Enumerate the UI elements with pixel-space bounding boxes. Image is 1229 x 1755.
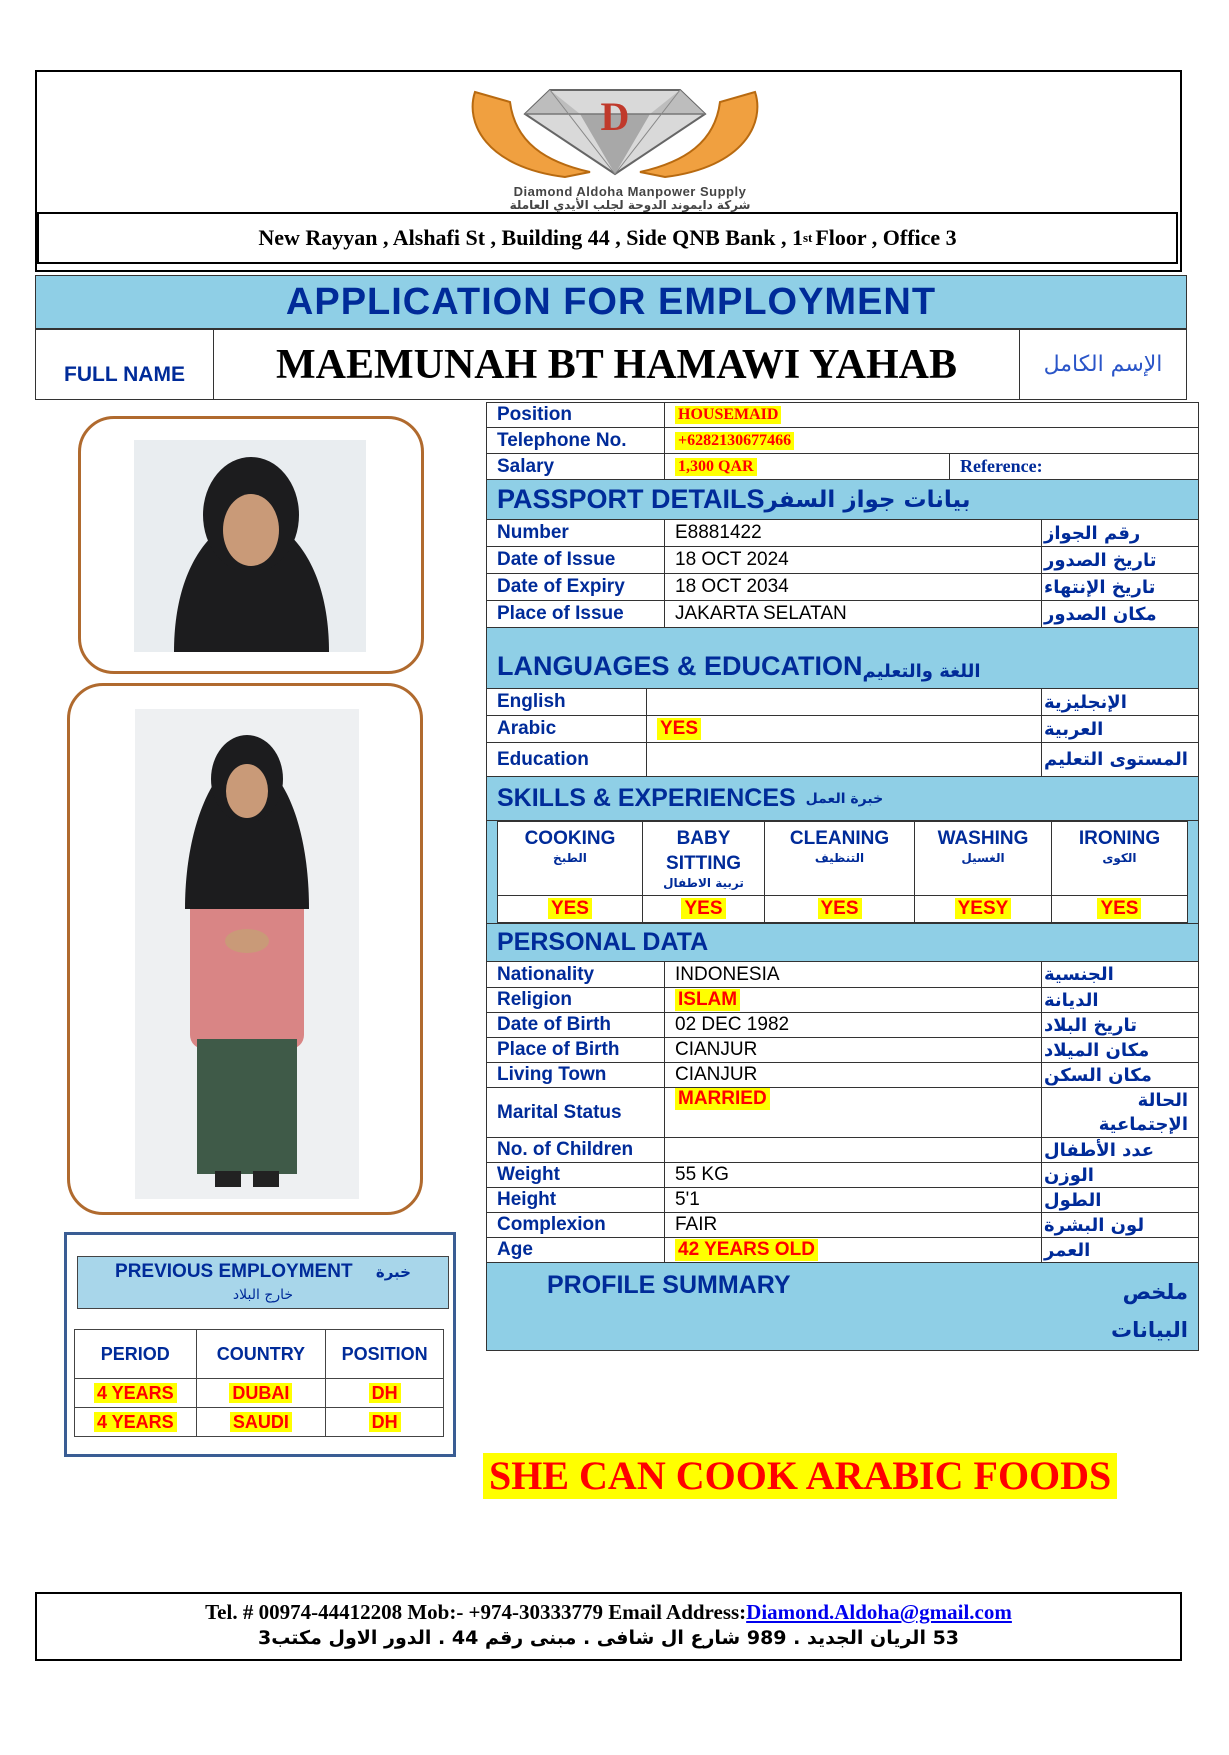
personal-row: [486, 1163, 1199, 1188]
table-cell: [326, 1408, 444, 1437]
personal-row: [486, 1213, 1199, 1238]
period-value: 4 YEARS: [94, 1383, 177, 1403]
personal-row: [486, 1063, 1199, 1088]
passport-rows: [486, 520, 1199, 628]
previous-employment-heading-ar-2: خارج البلاد: [232, 1287, 294, 1303]
company-address: [37, 212, 1178, 264]
passport-heading-en: PASSPORT DETAILS: [497, 484, 765, 514]
personal-label: No. of Children: [487, 1138, 665, 1162]
personal-value-cell: [665, 1138, 1042, 1162]
passport-row: [486, 574, 1199, 601]
salary-value: 1,300 QAR: [675, 458, 757, 476]
previous-employment-title: [77, 1256, 449, 1309]
skill-value-cell: [643, 896, 764, 922]
personal-value: 5'1: [675, 1189, 700, 1210]
tagline: SHE CAN COOK ARABIC FOODS: [483, 1453, 1117, 1499]
personal-value: MARRIED: [675, 1088, 770, 1110]
languages-label-ar: الإنجليزية: [1044, 691, 1127, 713]
personal-value-cell: [665, 988, 1042, 1012]
table-cell: [75, 1408, 197, 1437]
personal-label: Height: [487, 1188, 665, 1212]
passport-row: [486, 601, 1199, 628]
skill-value: YES: [818, 898, 862, 919]
passport-value-cell: [665, 574, 1042, 600]
skills-heading: [486, 777, 1199, 821]
skill-name: [915, 822, 1051, 896]
skill-value: YESY: [955, 898, 1012, 919]
footer-contact: [37, 1600, 1180, 1625]
language-rows: [486, 689, 1199, 777]
personal-data-rows: [486, 962, 1199, 1263]
application-details: [486, 402, 1199, 1351]
personal-value-cell: [665, 1213, 1042, 1237]
languages-heading: [486, 628, 1199, 689]
languages-label-ar: العربية: [1044, 718, 1104, 740]
personal-label-ar: العمر: [1044, 1239, 1091, 1261]
personal-label: Marital Status: [487, 1088, 665, 1137]
previous-employment-table: [74, 1329, 444, 1437]
telephone-label: Telephone No.: [487, 428, 665, 453]
country-value: SAUDI: [230, 1412, 292, 1432]
skill-name-line-1: BABY: [676, 828, 731, 849]
position-value: HOUSEMAID: [675, 406, 781, 424]
address-part-2: Floor , Office 3: [815, 225, 957, 250]
personal-value-cell: [665, 1088, 1042, 1137]
personal-label-ar: الوزن: [1044, 1164, 1094, 1186]
skill-name-line-1: WASHING: [937, 828, 1029, 849]
personal-label-ar: مكان الميلاد: [1044, 1039, 1150, 1061]
company-name-ar: شركة دايموند الدوحة لجلب الأيدي العاملة: [509, 198, 751, 212]
personal-value-cell: [665, 1013, 1042, 1037]
passport-value: 18 OCT 2024: [675, 549, 789, 570]
personal-row: [486, 962, 1199, 988]
languages-row: [486, 689, 1199, 716]
passport-label-ar: مكان الصدور: [1044, 603, 1157, 625]
languages-value-cell: [647, 689, 1042, 715]
languages-heading-ar: اللغة والتعليم: [862, 661, 981, 682]
table-cell: [196, 1408, 326, 1437]
languages-label: Education: [487, 743, 647, 776]
position-label: Position: [487, 403, 665, 427]
passport-label: Date of Expiry: [487, 574, 665, 600]
full-name-row: [35, 329, 1187, 400]
personal-label: Weight: [487, 1163, 665, 1187]
skill-washing: [914, 821, 1051, 923]
salary-row: [486, 454, 1199, 480]
personal-value: CIANJUR: [675, 1039, 758, 1060]
personal-row: [486, 988, 1199, 1013]
skill-value: YES: [1097, 898, 1141, 919]
personal-label: Nationality: [487, 962, 665, 987]
passport-label: Place of Issue: [487, 601, 665, 627]
personal-label-ar: الجنسية: [1044, 964, 1114, 985]
languages-row: [486, 716, 1199, 743]
passport-label: Number: [487, 520, 665, 546]
full-name-label: FULL NAME: [36, 330, 214, 399]
personal-label-ar: مكان السكن: [1044, 1064, 1152, 1086]
skill-name: [765, 822, 914, 896]
position-value: DH: [369, 1412, 401, 1432]
personal-label: Living Town: [487, 1063, 665, 1087]
portrait-photo-frame: [78, 416, 424, 674]
personal-label: Date of Birth: [487, 1013, 665, 1037]
personal-value: CIANJUR: [675, 1064, 758, 1085]
personal-value: 42 YEARS OLD: [675, 1239, 818, 1261]
skill-name: [643, 822, 764, 896]
table-cell: [326, 1379, 444, 1408]
passport-value: 18 OCT 2034: [675, 576, 789, 597]
languages-label: English: [487, 689, 647, 715]
table-row: [75, 1379, 444, 1408]
personal-value-cell: [665, 1238, 1042, 1262]
footer: [35, 1592, 1182, 1661]
profile-summary-heading-ar: [1111, 1273, 1188, 1349]
personal-value-cell: [665, 1188, 1042, 1212]
personal-label: Age: [487, 1238, 665, 1262]
table-row: [75, 1408, 444, 1437]
skill-name: [1052, 822, 1187, 896]
personal-row: [486, 1038, 1199, 1063]
passport-value: E8881422: [675, 522, 762, 543]
skill-ironing: [1051, 821, 1188, 923]
personal-value-cell: [665, 1038, 1042, 1062]
previous-employment-header-row: [75, 1330, 444, 1379]
page-title: APPLICATION FOR EMPLOYMENT: [35, 275, 1187, 329]
passport-details-heading: [486, 480, 1199, 520]
passport-value-cell: [665, 601, 1042, 627]
personal-row: [486, 1188, 1199, 1213]
skill-value-cell: [915, 896, 1051, 922]
personal-label-ar: تاريخ البلاد: [1044, 1014, 1138, 1036]
personal-value: 55 KG: [675, 1164, 729, 1185]
personal-value: ISLAM: [675, 989, 740, 1011]
passport-label: Date of Issue: [487, 547, 665, 573]
table-cell: [196, 1379, 326, 1408]
personal-row: [486, 1138, 1199, 1163]
personal-label: Religion: [487, 988, 665, 1012]
skills-heading-en: SKILLS & EXPERIENCES: [497, 784, 796, 812]
company-logo: [455, 72, 775, 186]
passport-label-ar: تاريخ الإنتهاء: [1044, 576, 1156, 598]
telephone-row: [486, 428, 1199, 454]
skill-name: [498, 822, 642, 896]
country-value: DUBAI: [229, 1383, 292, 1403]
telephone-cell: [665, 428, 1198, 453]
skill-name-line-1: COOKING: [524, 828, 616, 849]
passport-heading-ar: بيانات جواز السفر: [764, 486, 971, 513]
skill-value-cell: [765, 896, 914, 922]
column-header-period: PERIOD: [75, 1330, 197, 1379]
skill-name-line-1: IRONING: [1078, 828, 1161, 849]
personal-row: [486, 1013, 1199, 1038]
full-name-value: MAEMUNAH BT HAMAWI YAHAB: [276, 341, 957, 388]
skill-name-ar: الطبخ: [553, 851, 587, 865]
skill-name-ar: التنظيف: [814, 851, 865, 865]
skills-heading-ar: خبرة العمل: [805, 790, 884, 807]
profile-summary-heading-en: PROFILE SUMMARY: [547, 1271, 791, 1299]
skill-value: YES: [548, 898, 592, 919]
languages-heading-en: LANGUAGES & EDUCATION: [497, 651, 863, 681]
address-sup: st: [802, 230, 813, 245]
languages-label-ar: المستوى التعليم: [1044, 749, 1188, 770]
skill-name-ar: الغسيل: [961, 851, 1005, 865]
personal-value-cell: [665, 962, 1042, 987]
passport-label-ar: تاريخ الصدور: [1044, 549, 1157, 571]
full-body-photo-frame: [67, 683, 423, 1215]
personal-value-cell: [665, 1163, 1042, 1187]
personal-label-ar: الديانة: [1044, 989, 1099, 1011]
personal-label: Place of Birth: [487, 1038, 665, 1062]
passport-value-cell: [665, 520, 1042, 546]
languages-value-cell: [647, 743, 1042, 776]
passport-row: [486, 520, 1199, 547]
skill-value: YES: [681, 898, 725, 919]
personal-value: 02 DEC 1982: [675, 1014, 790, 1035]
personal-value-cell: [665, 1063, 1042, 1087]
footer-contact-text: Tel. # 00974-44412208 Mob:- +974-30333779 Email Address:: [205, 1600, 747, 1624]
skill-name-ar: الكوى: [1102, 851, 1137, 865]
skill-name-line-1: CLEANING: [789, 828, 890, 849]
previous-employment-box: [64, 1232, 456, 1457]
previous-employment-heading-ar-1: خبرة: [375, 1263, 411, 1281]
skill-baby: [642, 821, 764, 923]
languages-label: Arabic: [487, 716, 647, 742]
skill-cleaning: [764, 821, 914, 923]
personal-label-ar: لون البشرة: [1044, 1214, 1145, 1236]
skill-name-line-2: SITTING: [666, 853, 741, 874]
languages-value-cell: [647, 716, 1042, 742]
personal-value: FAIR: [675, 1214, 718, 1235]
position-cell: [665, 403, 1198, 427]
full-name-label-ar: الإسم الكامل: [1019, 330, 1186, 399]
personal-label: Complexion: [487, 1213, 665, 1237]
skill-value-cell: [498, 896, 642, 922]
full-body-photo: [135, 709, 359, 1199]
skill-cooking: [497, 821, 642, 923]
period-value: 4 YEARS: [94, 1412, 177, 1432]
footer-address-ar: 53 الريان الجديد . 989 شارع ال شافى . مبنى رقم 44 . الدور الاول مكتب3: [257, 1627, 960, 1649]
profile-summary-ar-2: البيانات: [1111, 1318, 1188, 1342]
skills-grid: [486, 821, 1199, 924]
personal-label-ar: الحالة الإجتماعية: [1098, 1089, 1188, 1135]
profile-summary-ar-1: ملخص: [1122, 1280, 1188, 1304]
passport-row: [486, 547, 1199, 574]
reference-label: Reference:: [960, 456, 1043, 476]
position-value: DH: [369, 1383, 401, 1403]
passport-value-cell: [665, 547, 1042, 573]
column-header-position: POSITION: [326, 1330, 444, 1379]
personal-data-heading: PERSONAL DATA: [486, 924, 1199, 962]
table-cell: [75, 1379, 197, 1408]
personal-label-ar: الطول: [1044, 1189, 1102, 1211]
languages-value: YES: [657, 718, 701, 740]
personal-label-ar: عدد الأطفال: [1044, 1139, 1155, 1161]
personal-row: [486, 1088, 1199, 1138]
skill-name-ar: تربية الاطفال: [663, 876, 744, 890]
salary-cell: [665, 454, 950, 479]
logo-letter: D: [600, 94, 630, 139]
profile-summary-heading: [486, 1263, 1199, 1351]
position-row: [486, 402, 1199, 428]
passport-value: JAKARTA SELATAN: [675, 603, 847, 624]
address-part-1: New Rayyan , Alshafi St , Building 44 , Side QNB Bank , 1: [258, 225, 803, 250]
languages-row: [486, 743, 1199, 777]
company-name-en: Diamond Aldoha Manpower Supply: [513, 184, 747, 199]
telephone-value: +6282130677466: [675, 432, 794, 450]
column-header-country: COUNTRY: [196, 1330, 326, 1379]
previous-employment-heading: PREVIOUS EMPLOYMENT: [115, 1261, 353, 1282]
portrait-photo: [134, 440, 366, 652]
personal-row: [486, 1238, 1199, 1263]
skill-value-cell: [1052, 896, 1187, 922]
personal-value: INDONESIA: [675, 963, 780, 985]
passport-label-ar: رقم الجواز: [1044, 522, 1141, 544]
email-link[interactable]: Diamond.Aldoha@gmail.com: [746, 1600, 1012, 1624]
salary-label: Salary: [487, 454, 665, 479]
